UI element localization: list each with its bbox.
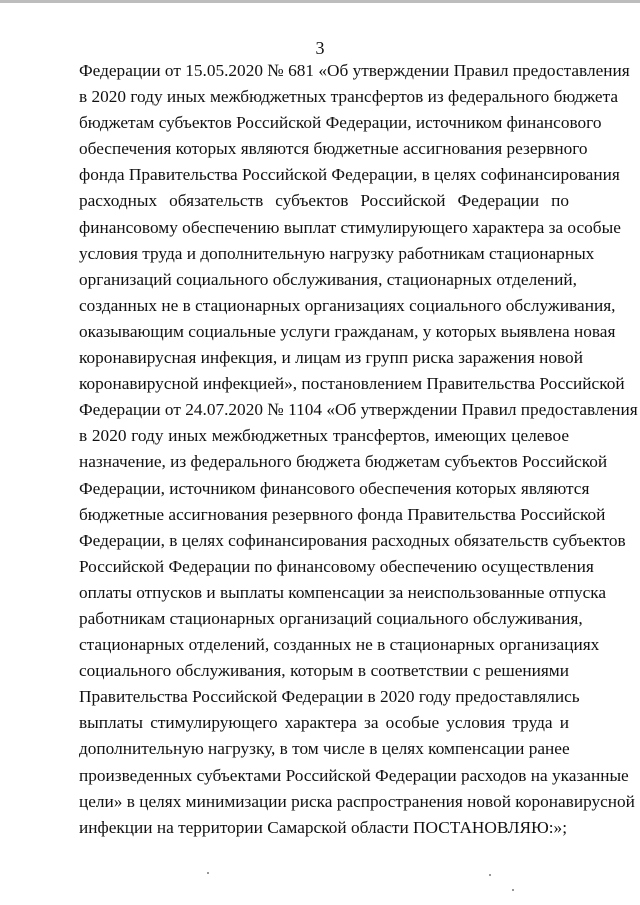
text-line: в 2020 году иных межбюджетных трансфертов, имеющих целевое bbox=[79, 426, 569, 446]
scan-speck bbox=[489, 874, 491, 876]
text-line: Федерации от 15.05.2020 № 681 «Об утверждении Правил предоставления bbox=[79, 61, 630, 80]
text-line: фонда Правительства Российской Федерации, в целях софинансирования bbox=[79, 165, 620, 185]
text-line: выплаты стимулирующего характера за особые условия труда и bbox=[79, 713, 569, 733]
text-line: Федерации от 24.07.2020 № 1104 «Об утверждении Правил предоставления bbox=[79, 400, 638, 420]
page-number: 3 bbox=[315, 38, 325, 58]
text-line: расходных обязательств субъектов Российской Федерации по bbox=[79, 191, 569, 211]
text-line: работникам стационарных организаций социального обслуживания, bbox=[79, 608, 583, 628]
text-line: оплаты отпусков и выплаты компенсации за неиспользованные отпуска bbox=[79, 582, 607, 602]
text-line: произведенных субъектами Российской Федерации расходов на указанные bbox=[79, 765, 629, 785]
text-line: созданных не в стационарных организациях социального обслуживания, bbox=[79, 295, 616, 315]
text-line: в 2020 году иных межбюджетных трансфертов из федерального бюджета bbox=[79, 87, 619, 107]
scan-speck bbox=[512, 889, 514, 891]
text-line: финансовому обеспечению выплат стимулирующего характера за особые bbox=[79, 217, 621, 237]
text-line: оказывающим социальные услуги гражданам, у которых выявлена новая bbox=[79, 321, 616, 341]
text-line: назначение, из федерального бюджета бюджетам субъектов Российской bbox=[79, 452, 608, 472]
text-line: организаций социального обслуживания, стационарных отделений, bbox=[79, 269, 577, 289]
text-line: бюджетам субъектов Российской Федерации, источником финансового bbox=[79, 113, 602, 133]
text-line: коронавирусной инфекцией», постановлением Правительства Российской bbox=[79, 374, 625, 394]
text-line: социального обслуживания, которым в соответствии с решениями bbox=[79, 661, 569, 681]
text-line: бюджетные ассигнования резервного фонда Правительства Российской bbox=[79, 504, 606, 524]
text-line: коронавирусная инфекция, и лицам из групп риска заражения новой bbox=[79, 348, 583, 368]
text-line: цели» в целях минимизации риска распространения новой коронавирусной bbox=[79, 791, 635, 811]
text-line: условия труда и дополнительную нагрузку работникам стационарных bbox=[79, 243, 595, 263]
text-line-last: инфекции на территории Самарской области ПОСТАНОВЛЯЮ:»; bbox=[79, 817, 567, 837]
text-line: дополнительную нагрузку, в том числе в целях компенсации ранее bbox=[79, 739, 570, 759]
text-line: Российской Федерации по финансовому обеспечению осуществления bbox=[79, 556, 594, 576]
text-line: Федерации, источником финансового обеспечения которых являются bbox=[79, 478, 590, 498]
scan-speck bbox=[207, 872, 209, 874]
text-line: Правительства Российской Федерации в 2020 году предоставлялись bbox=[79, 687, 580, 707]
text-line: стационарных отделений, созданных не в стационарных организациях bbox=[79, 635, 600, 655]
text-line: Федерации, в целях софинансирования расходных обязательств субъектов bbox=[79, 530, 626, 550]
document-body bbox=[79, 58, 638, 841]
text-line: обеспечения которых являются бюджетные ассигнования резервного bbox=[79, 139, 588, 159]
scan-top-edge bbox=[0, 0, 640, 3]
